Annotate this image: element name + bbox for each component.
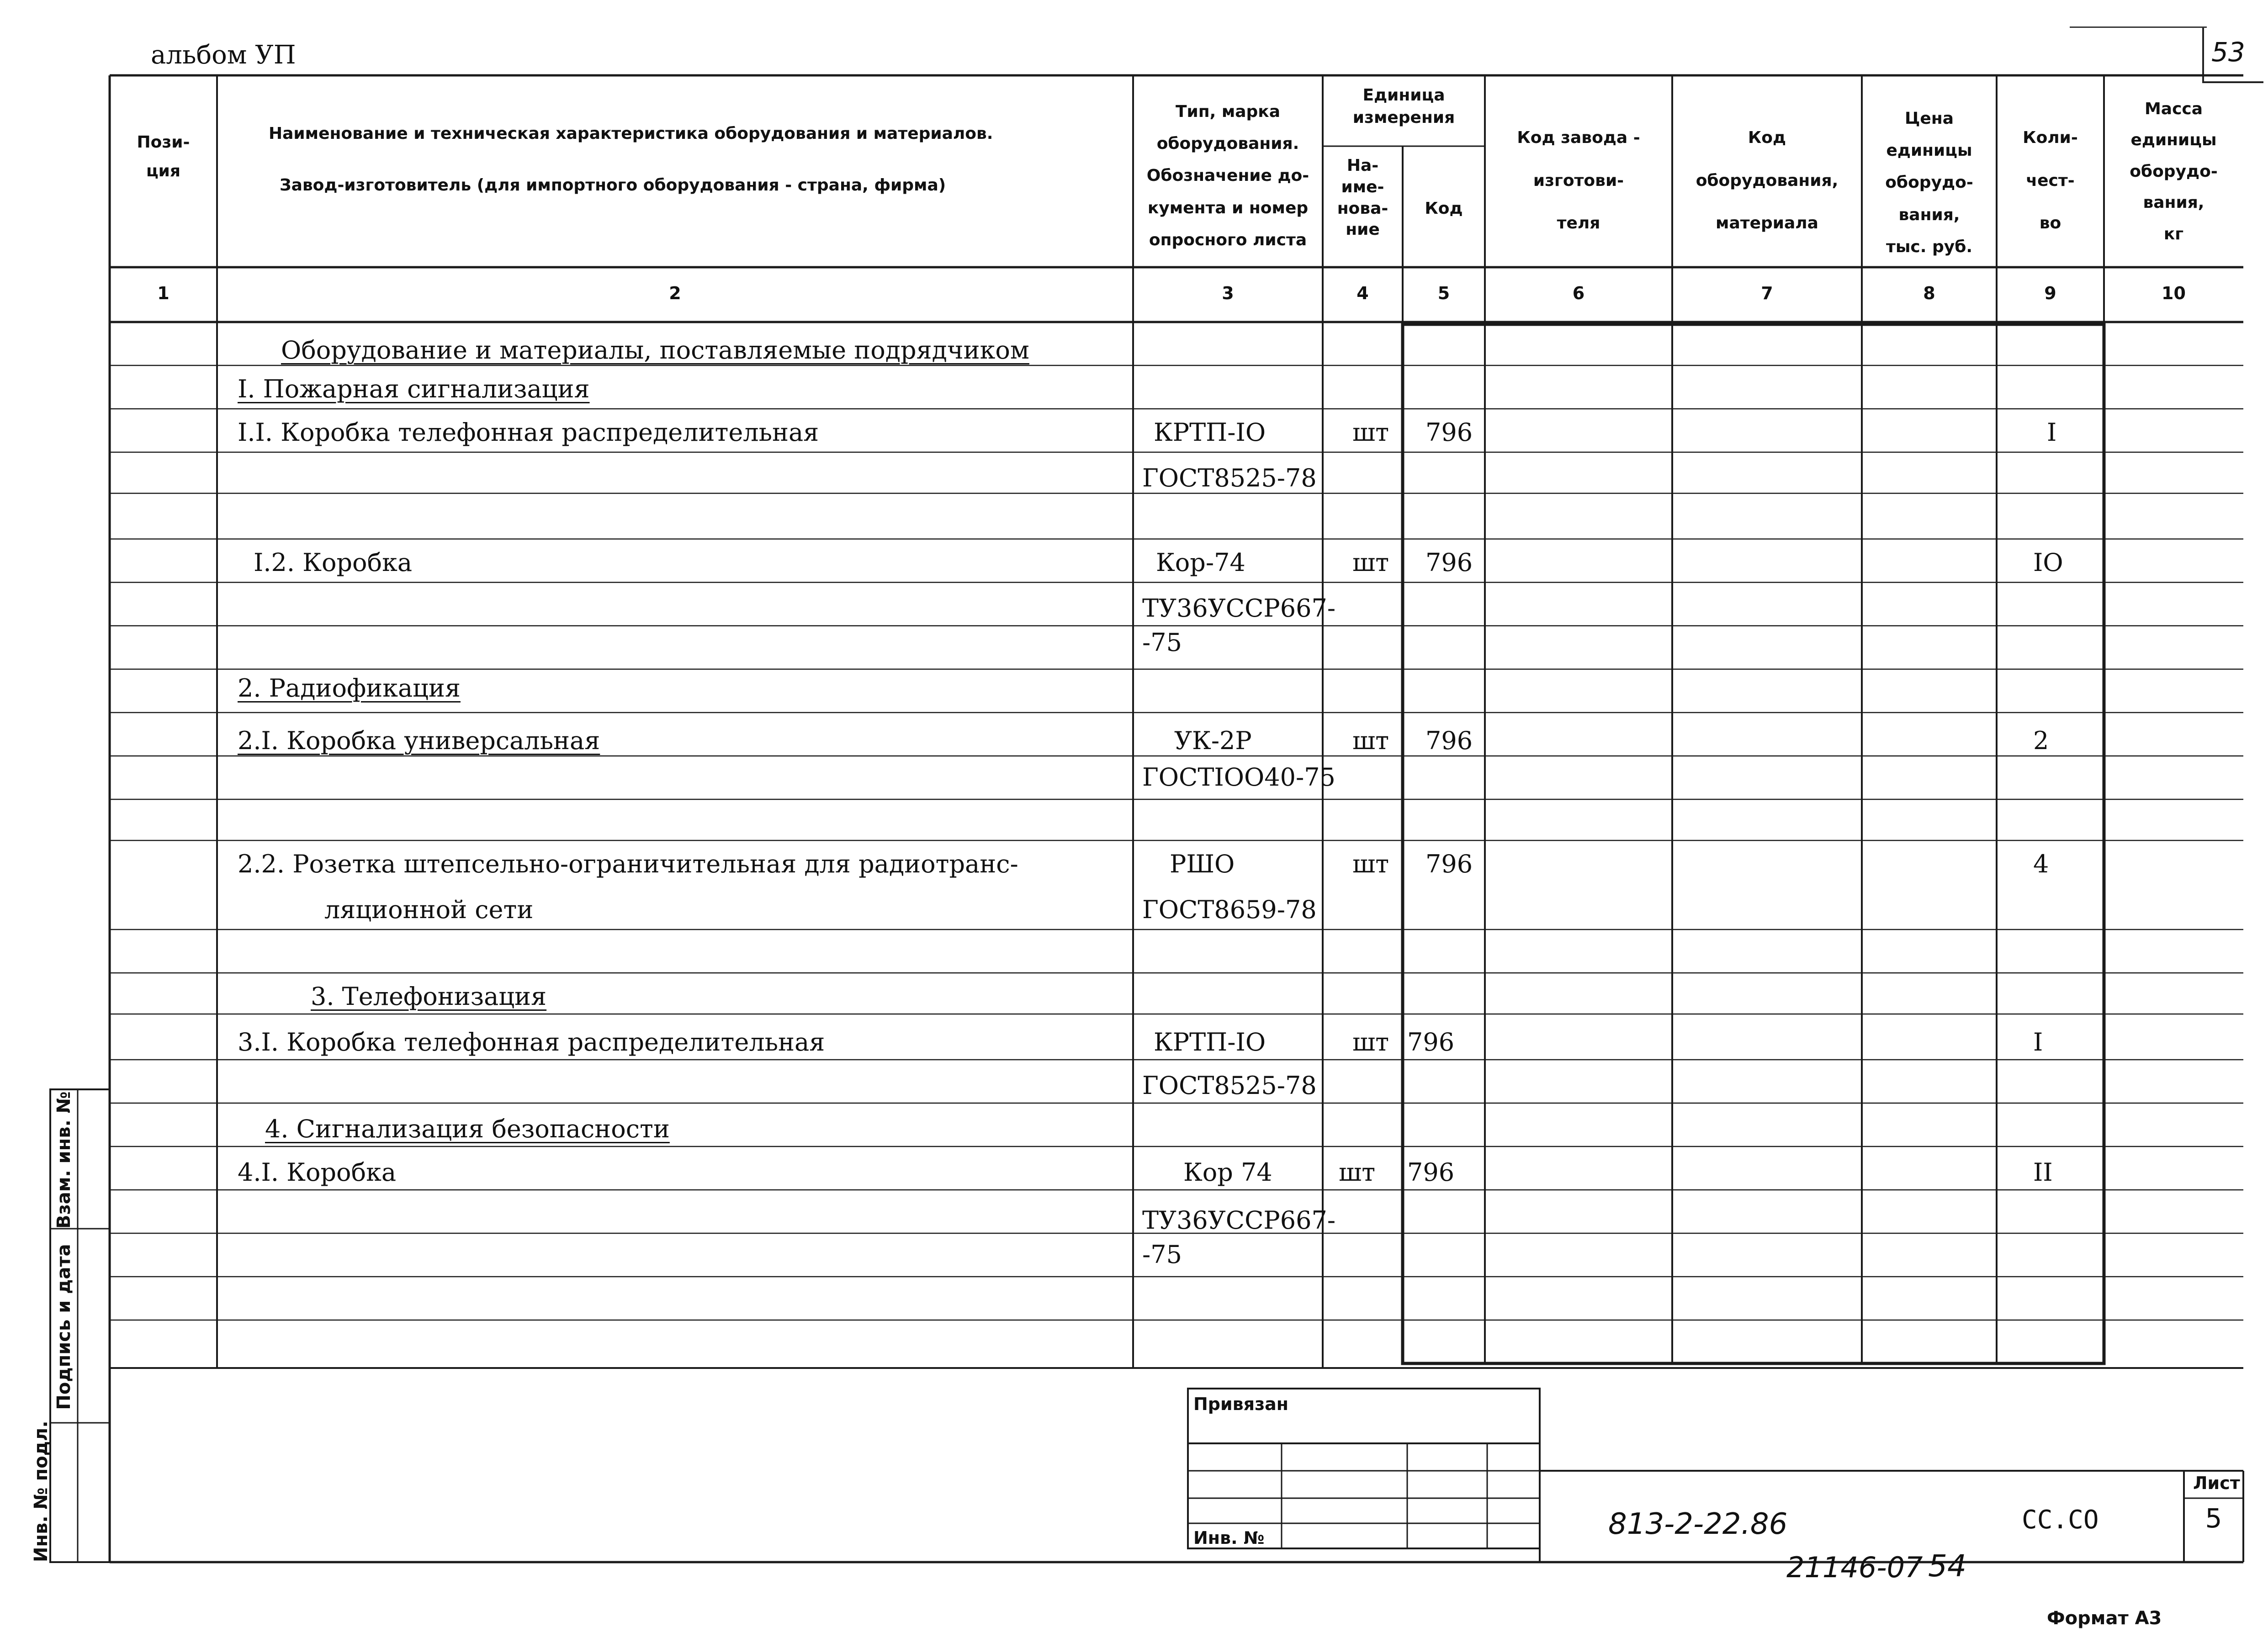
row-type: ГОСТIOO40-75 (1142, 763, 1335, 792)
header-unit-group: Единица измерения (1352, 86, 1455, 127)
row-type: ТУ36УССР667- (1142, 594, 1336, 623)
header-name-line2: Завод-изготовитель (для импортного оборудования - страна, фирма) (280, 176, 946, 195)
row-code: 796 (1407, 1158, 1455, 1187)
header-name-line1: Наименование и техническая характеристика оборудования и материалов. (269, 124, 993, 143)
row-type: ГОСТ8525-78 (1142, 464, 1317, 492)
colnum-6: 6 (1572, 283, 1585, 303)
colnum-9: 9 (2044, 283, 2056, 303)
row-name: 3. Телефонизация (311, 982, 547, 1011)
row-type: УК-2Р (1174, 726, 1252, 755)
row-unit: шт (1352, 1028, 1389, 1056)
colnum-1: 1 (157, 283, 170, 303)
colnum-7: 7 (1761, 283, 1773, 303)
row-qty: IO (2033, 548, 2063, 577)
colnum-10: 10 (2162, 283, 2186, 303)
row-qty: 4 (2033, 850, 2049, 878)
row-code: 796 (1407, 1028, 1455, 1056)
row-type: Кор 74 (1183, 1158, 1272, 1187)
row-name: Оборудование и материалы, поставляемые подрядчиком (281, 336, 1029, 364)
row-name: ляционной сети (324, 895, 534, 924)
format-label: Формат А3 (2047, 1608, 2162, 1629)
row-qty: I (2033, 1028, 2043, 1056)
header-position: Пози- ция (137, 133, 190, 180)
side-podpis-data: Подпись и дата (53, 1244, 74, 1410)
stamp-mark: СС.СО (2022, 1505, 2099, 1535)
stamp-doc-code: 813-2-22.86 (1608, 1507, 1788, 1541)
row-type: КРТП-IO (1154, 418, 1266, 447)
row-type: -75 (1142, 628, 1182, 657)
side-inv-podl: Инв. № подл. (31, 1421, 52, 1562)
colnum-2: 2 (669, 283, 681, 303)
archive-page: 54 (1928, 1548, 1966, 1584)
header-quantity: Коли- чест- во (2023, 128, 2078, 233)
header-price: Цена единицы оборудо- вания, тыс. руб. (1885, 109, 1973, 256)
row-unit: шт (1339, 1158, 1376, 1187)
stamp-inv-no: Инв. № (1193, 1528, 1265, 1548)
colnum-5: 5 (1437, 283, 1450, 303)
header-unit-name: На- име- нова- ние (1337, 156, 1388, 239)
row-name: I. Пожарная сигнализация (238, 375, 590, 403)
stamp-sheet-label: Лист (2193, 1473, 2240, 1493)
page-number-top: 53 (2211, 37, 2245, 68)
row-name: I.2. Коробка (254, 548, 413, 577)
row-name: 4. Сигнализация безопасности (265, 1115, 670, 1143)
row-unit: шт (1352, 850, 1389, 878)
row-type: ГОСТ8525-78 (1142, 1071, 1317, 1100)
album-label: альбом УП (151, 40, 296, 70)
header-equipment-code: Код оборудования, материала (1696, 128, 1839, 233)
row-unit: шт (1352, 548, 1389, 577)
row-type: -75 (1142, 1240, 1182, 1269)
row-name: I.I. Коробка телефонная распределительная (238, 418, 819, 447)
row-name: 2.I. Коробка универсальная (238, 726, 600, 755)
row-type: РШО (1170, 850, 1235, 878)
row-code: 796 (1425, 850, 1473, 878)
colnum-4: 4 (1357, 283, 1369, 303)
row-qty: 2 (2033, 726, 2049, 755)
stamp-sheet-number: 5 (2205, 1503, 2222, 1534)
header-mass: Масса единицы оборудо- вания, кг (2130, 100, 2218, 243)
archive-number: 21146-07 (1786, 1551, 1923, 1584)
header-factory-code: Код завода - изготови- теля (1517, 128, 1640, 233)
header-type: Тип, марка оборудования. Обозначение до- кумента и номер опросного листа (1146, 102, 1309, 249)
row-unit: шт (1352, 418, 1389, 447)
row-code: 796 (1425, 548, 1473, 577)
row-name: 4.I. Коробка (238, 1158, 397, 1187)
row-code: 796 (1425, 726, 1473, 755)
row-code: 796 (1425, 418, 1473, 447)
row-type: Кор-74 (1156, 548, 1245, 577)
row-qty: I (2047, 418, 2057, 447)
row-type: ГОСТ8659-78 (1142, 895, 1317, 924)
row-qty: II (2033, 1158, 2053, 1187)
row-type: ТУ36УССР667- (1142, 1206, 1336, 1235)
colnum-8: 8 (1923, 283, 1935, 303)
row-name: 3.I. Коробка телефонная распределительная (238, 1028, 825, 1056)
row-name: 2. Радиофикация (238, 674, 461, 703)
side-vzam-inv: Взам. инв. № (53, 1091, 74, 1229)
row-name: 2.2. Розетка штепсельно-ограничительная для радиотранс- (238, 850, 1018, 878)
header-unit-code: Код (1425, 199, 1463, 218)
stamp-privyazan: Привязан (1193, 1394, 1289, 1414)
row-unit: шт (1352, 726, 1389, 755)
colnum-3: 3 (1222, 283, 1234, 303)
row-type: КРТП-IO (1154, 1028, 1266, 1056)
